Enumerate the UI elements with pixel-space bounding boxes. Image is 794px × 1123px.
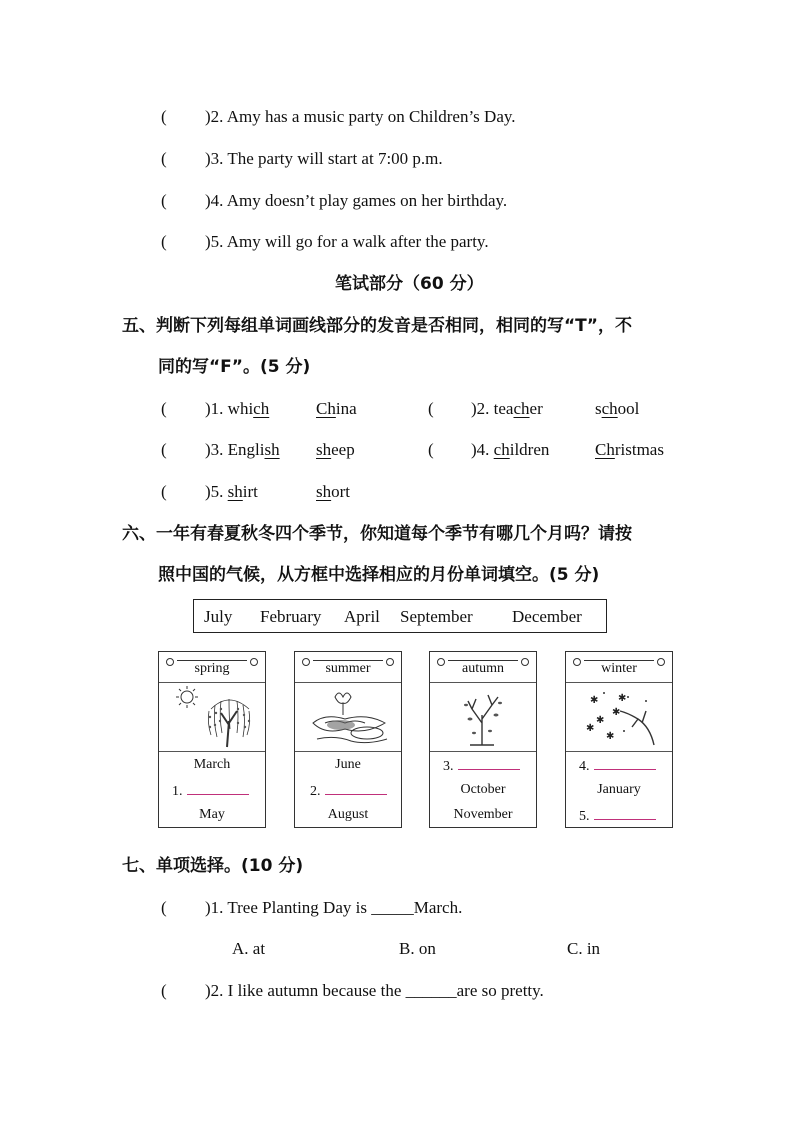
season-label: autumn bbox=[462, 661, 504, 676]
section5-title-cont: 同的写“F”。(5 分) bbox=[158, 357, 311, 377]
month-label: March bbox=[193, 757, 231, 772]
written-part-title: 笔试部分（60 分） bbox=[335, 274, 484, 294]
willow-tree-illustration bbox=[159, 683, 265, 752]
season-card-winter bbox=[565, 651, 673, 828]
word-bank-word: December bbox=[512, 607, 582, 626]
section7-title: 七、单项选择。(10 分) bbox=[122, 856, 304, 876]
month-label: August bbox=[327, 807, 369, 822]
question-2: )2. I like autumn because the ______are so pretty. bbox=[205, 981, 544, 1000]
section6-title: 六、一年有春夏秋冬四个季节，你知道每个季节有哪几个月吗？请按 bbox=[122, 524, 632, 544]
word-bank-word: September bbox=[400, 607, 473, 626]
statement-text: )3. The party will start at 7:00 p.m. bbox=[205, 149, 443, 168]
svg-text:✱: ✱ bbox=[590, 695, 599, 706]
option-c[interactable]: C. in bbox=[567, 939, 601, 958]
svg-text:✱: ✱ bbox=[606, 731, 615, 742]
word-pair-item: )1. which bbox=[205, 399, 270, 418]
season-card-summer bbox=[294, 651, 402, 828]
svg-text:✱: ✱ bbox=[586, 723, 595, 734]
svg-text:✱: ✱ bbox=[612, 707, 621, 718]
answer-paren[interactable]: ( bbox=[161, 440, 167, 459]
month-label: November bbox=[453, 807, 513, 822]
comparison-word: short bbox=[316, 482, 351, 501]
option-b[interactable]: B. on bbox=[399, 939, 436, 958]
word-bank-box bbox=[193, 599, 607, 633]
comparison-word: China bbox=[316, 399, 357, 418]
answer-paren[interactable]: ( bbox=[161, 149, 167, 168]
answer-paren[interactable]: ( bbox=[428, 399, 434, 418]
statement-text: )2. Amy has a music party on Children’s Day. bbox=[205, 107, 516, 126]
answer-paren[interactable]: ( bbox=[161, 107, 167, 126]
lotus-illustration bbox=[295, 683, 401, 752]
word-pair-item: )3. English bbox=[205, 440, 280, 459]
fill-blank-3[interactable]: 3. bbox=[443, 757, 520, 775]
word-bank-word: February bbox=[260, 607, 322, 626]
answer-paren[interactable]: ( bbox=[161, 191, 167, 210]
answer-paren[interactable]: ( bbox=[161, 482, 167, 501]
comparison-word: school bbox=[595, 399, 640, 418]
word-pair-item: )2. teacher bbox=[471, 399, 543, 418]
word-bank-word: July bbox=[204, 607, 233, 626]
comparison-word: sheep bbox=[316, 440, 355, 459]
month-label: June bbox=[335, 757, 361, 772]
season-card-spring bbox=[158, 651, 266, 828]
word-pair-item: )4. children bbox=[471, 440, 550, 459]
answer-paren[interactable]: ( bbox=[428, 440, 434, 459]
comparison-word: Christmas bbox=[595, 440, 664, 459]
month-label: October bbox=[460, 782, 506, 797]
season-card-autumn bbox=[429, 651, 537, 828]
autumn-tree-illustration bbox=[430, 683, 536, 752]
svg-text:✱: ✱ bbox=[596, 715, 605, 726]
fill-blank-5[interactable]: 5. bbox=[579, 807, 656, 825]
answer-paren[interactable]: ( bbox=[161, 898, 167, 917]
season-label: spring bbox=[194, 661, 230, 676]
question-1: )1. Tree Planting Day is _____March. bbox=[205, 898, 463, 917]
word-bank-word: April bbox=[344, 607, 380, 626]
month-label: May bbox=[199, 807, 225, 822]
statement-text: )5. Amy will go for a walk after the party. bbox=[205, 232, 489, 251]
fill-blank-2[interactable]: 2. bbox=[310, 782, 387, 800]
option-a[interactable]: A. at bbox=[232, 939, 266, 958]
month-label: January bbox=[597, 782, 641, 797]
fill-blank-4[interactable]: 4. bbox=[579, 757, 656, 775]
section6-title-cont: 照中国的气候，从方框中选择相应的月份单词填空。(5 分) bbox=[158, 565, 600, 585]
svg-text:✱: ✱ bbox=[618, 693, 627, 704]
season-label: summer bbox=[325, 661, 371, 676]
word-pair-item: )5. shirt bbox=[205, 482, 258, 501]
season-label: winter bbox=[601, 661, 637, 676]
statement-text: )4. Amy doesn’t play games on her birthday. bbox=[205, 191, 508, 210]
answer-paren[interactable]: ( bbox=[161, 399, 167, 418]
answer-paren[interactable]: ( bbox=[161, 232, 167, 251]
snowy-branch-illustration bbox=[566, 683, 672, 752]
fill-blank-1[interactable]: 1. bbox=[172, 782, 249, 800]
answer-paren[interactable]: ( bbox=[161, 981, 167, 1000]
section5-title: 五、判断下列每组单词画线部分的发音是否相同，相同的写“T”，不 bbox=[122, 316, 632, 336]
